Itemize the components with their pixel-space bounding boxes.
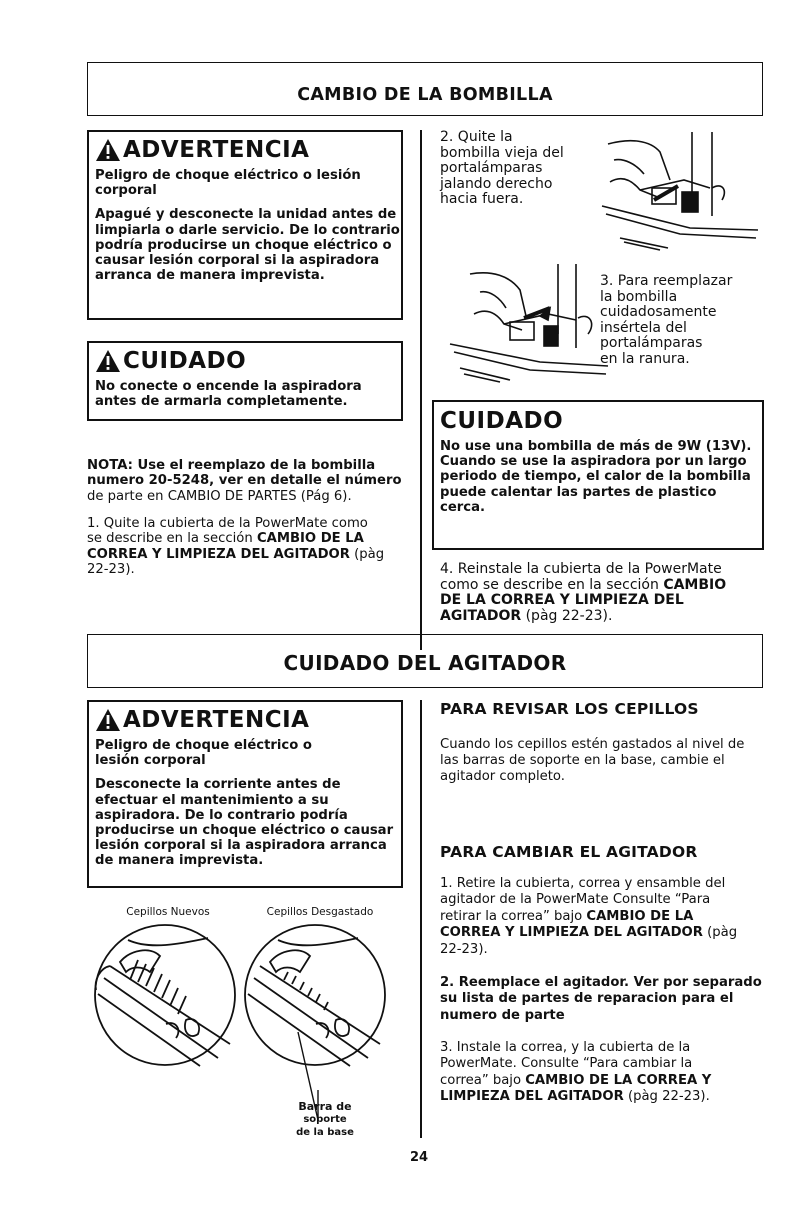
caution-heading: CUIDADO — [123, 347, 247, 374]
bulb-step-4: 4. Reinstale la cubierta de la PowerMate como se describe en la sección CAMBIO DE LA CORREA Y LIMPIEZA DEL AGITADOR (pàg 22-23). — [440, 561, 727, 624]
warning-heading: ADVERTENCIA — [123, 136, 310, 163]
bulb-warning-box — [87, 130, 403, 320]
warning-triangle-icon — [95, 349, 121, 373]
bulb-section-banner — [87, 62, 763, 116]
caution-heading-2: CUIDADO — [440, 408, 564, 434]
page-number: 24 — [410, 1150, 429, 1165]
column-divider-top — [420, 130, 422, 650]
warning-hazard-2: Peligro de choque eléctrico o lesión corporal — [95, 738, 312, 769]
agitator-section-banner — [87, 634, 763, 688]
caption-new-brushes: Cepillos Nuevos — [126, 906, 210, 918]
warning-triangle-icon — [95, 138, 121, 162]
bulb-insertion-illustration — [440, 262, 610, 382]
agitator-warning-box — [87, 700, 403, 888]
check-brushes-heading: PARA REVISAR LOS CEPILLOS — [440, 700, 699, 718]
bulb-step-3: 3. Para reemplazar la bombilla cuidadosamente insértela del portalámparas en la ranura. — [600, 273, 733, 367]
agitator-section-title: CUIDADO DEL AGITADOR — [283, 651, 567, 675]
column-divider-bottom — [420, 700, 422, 1138]
bulb-caution-box — [87, 341, 403, 421]
warning-text-2: Desconecte la corriente antes de efectuar el mantenimiento a su aspiradora. De lo contrario podría producirse un choque eléctrico o causar lesión corporal si la aspiradora arranca de manera imprevista. — [95, 777, 394, 869]
bulb-step-2: 2. Quite la bombilla vieja del portalámparas jalando derecho hacia fuera. — [440, 129, 564, 208]
warning-hazard: Peligro de choque eléctrico o lesión corporal — [95, 168, 361, 199]
caption-worn-brushes: Cepillos Desgastado — [266, 906, 374, 918]
note-paragraph: NOTA: Use el reemplazo de la bombilla numero 20-5248, ver en detalle el número de parte en CAMBIO DE PARTES (Pág 6). — [87, 458, 402, 504]
warning-text: Apagué y desconecte la unidad antes de limpiarla o darle servicio. De lo contrario podría producirse un choque eléctrico o causar lesión corporal si la aspiradora arranca de manera imprevista. — [95, 207, 400, 284]
change-agitator-step-2: 2. Reemplace el agitador. Ver por separado su lista de partes de reparacion para el numero de parte — [440, 975, 762, 1023]
check-brushes-text: Cuando los cepillos estén gastados al nivel de las barras de soporte en la base, cambie el agitador completo. — [440, 737, 745, 784]
change-agitator-heading: PARA CAMBIAR EL AGITADOR — [440, 843, 698, 861]
warning-heading-2: ADVERTENCIA — [123, 706, 310, 733]
bulb-caution-box-2 — [432, 400, 764, 550]
caution-text-2: No use una bombilla de más de 9W (13V). Cuando se use la aspiradora por un largo periodo de tiempo, el calor de la bombilla puede calentar las partes de plastico cerca. — [440, 439, 752, 515]
new-brushes-illustration — [90, 920, 240, 1070]
bulb-step-1: 1. Quite la cubierta de la PowerMate como se describe en la sección CAMBIO DE LA CORREA Y LIMPIEZA DEL AGITADOR (pàg 22-23). — [87, 516, 385, 578]
bulb-removal-illustration — [600, 130, 760, 250]
caution-text: No conecte o encende la aspiradora antes de armarla completamente. — [95, 379, 362, 410]
bulb-section-title: CAMBIO DE LA BOMBILLA — [297, 85, 553, 105]
caption-support-bar: Barra de soporte de la base — [296, 1100, 354, 1138]
change-agitator-step-3: 3. Instale la correa, y la cubierta de la PowerMate. Consulte “Para cambiar la correa” bajo CAMBIO DE LA CORREA Y LIMPIEZA DEL AGITADOR (pàg 22-23). — [440, 1040, 712, 1105]
change-agitator-step-1: 1. Retire la cubierta, correa y ensamble del agitador de la PowerMate Consulte “Para retirar la correa” bajo CAMBIO DE LA CORREA Y LIMPIEZA DEL AGITADOR (pàg 22-23). — [440, 876, 738, 957]
warning-triangle-icon — [95, 708, 121, 732]
